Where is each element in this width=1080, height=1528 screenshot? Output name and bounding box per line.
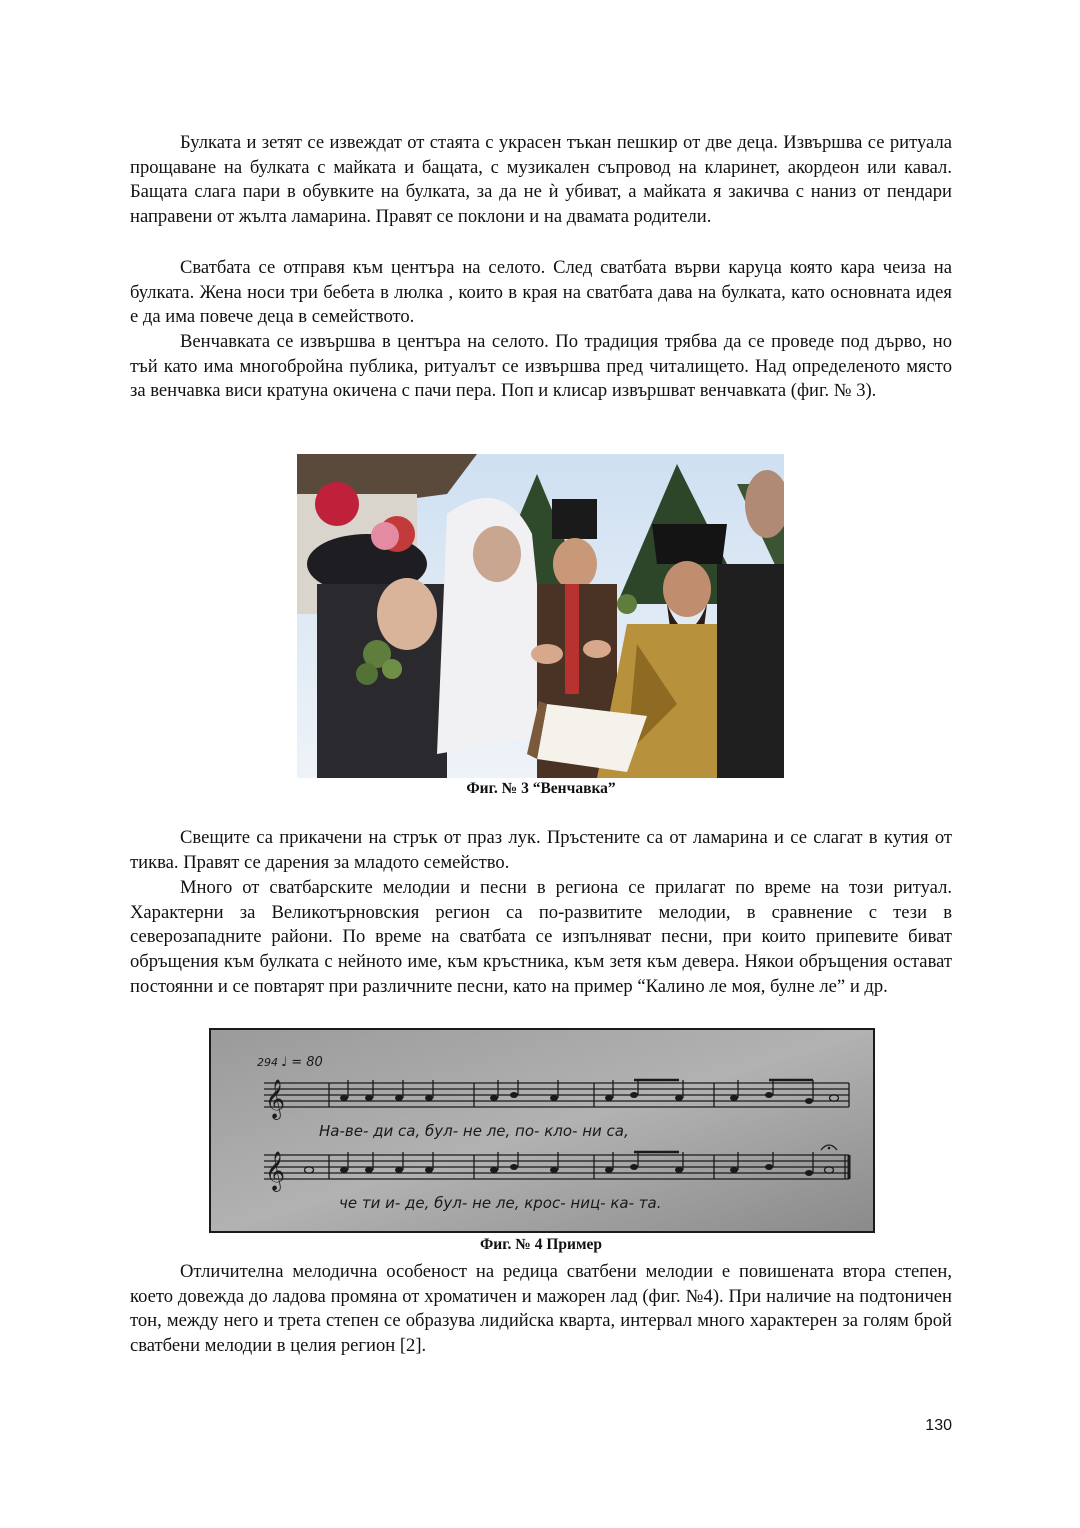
svg-text:𝄞: 𝄞 — [265, 1151, 286, 1191]
figure-3-caption: Фиг. № 3 “Венчавка” — [466, 780, 616, 797]
tempo-marking: ♩ = 80 — [281, 1055, 323, 1070]
score-lyrics-line-2: че ти и- де, бул- не ле, крос- ниц- ка- та. — [339, 1194, 662, 1212]
page-number: 130 — [925, 1417, 952, 1434]
song-number: 294 — [257, 1056, 278, 1069]
paragraph-5: Много от сватбарските мелодии и песни в региона се прилагат по време на този ритуал. Характерни за Великотърновския регион са по-развитите мелодии, в сравнение с тези в северозападните райони. По време на сватбата се изпълняват песни, при които припевите биват обръщения към булката с нейното име, към кръстника, към зетя към девера. Някои обръщения остават постоянни и се повтарят при различните песни, като на пример “Калино ле моя, булне ле” и др. — [130, 877, 952, 997]
music-score-image — [209, 1028, 875, 1233]
paragraph-4: Свещите са прикачени на стрък от праз лук. Пръстените са от ламарина и се слагат в кутия от тиква. Правят се дарения за младото семейство. — [130, 827, 952, 873]
wedding-ceremony-photo — [297, 454, 784, 778]
paragraph-2: Сватбата се отправя към центъра на селото. След сватбата върви каруца която кара чеиза на булката. Жена носи три бебета в люлка , които в края на сватбата дава на булката, като основната идея е да има повече деца в семейството. — [130, 257, 952, 328]
score-lyrics-line-1: На-ве- ди са, бул- не ле, по- кло- ни са, — [319, 1122, 629, 1140]
paragraph-6: Отличителна мелодична особеност на редица сватбени мелодии е повишената втора степен, което довежда до ладова промяна от хроматичен и мажорен лад (фиг. №4). При наличие на подтоничен тон, между него и трета степен се образува лидийска кварта, интервал много характерен за голям брой сватбени мелодии в целия регион [2]. — [130, 1261, 952, 1357]
svg-text:𝄞: 𝄞 — [265, 1079, 286, 1119]
paragraph-1: Булката и зетят се извеждат от стаята с украсен тъкан пешкир от две деца. Извършва се ритуала прощаване на булката с майката и бащата, с музикален съпровод на кларинет, акордеон или кавал. Бащата слага пари в обувките на булката, за да не ѝ убиват, а майката я закичва с наниз от пендари направени от жълта ламарина. Правят се поклони и на двамата родители. — [130, 132, 952, 228]
figure-4-caption: Фиг. № 4 Пример — [479, 1236, 603, 1253]
paragraph-3: Венчавката се извършва в центъра на селото. По традиция трябва да се проведе под дърво, но тъй като има многобройна публика, ритуалът се извършва пред читалището. Над определеното място за венчавка виси кратуна окичена с пачи пера. Поп и клисар извършват венчавката (фиг. № 3). — [130, 331, 952, 402]
